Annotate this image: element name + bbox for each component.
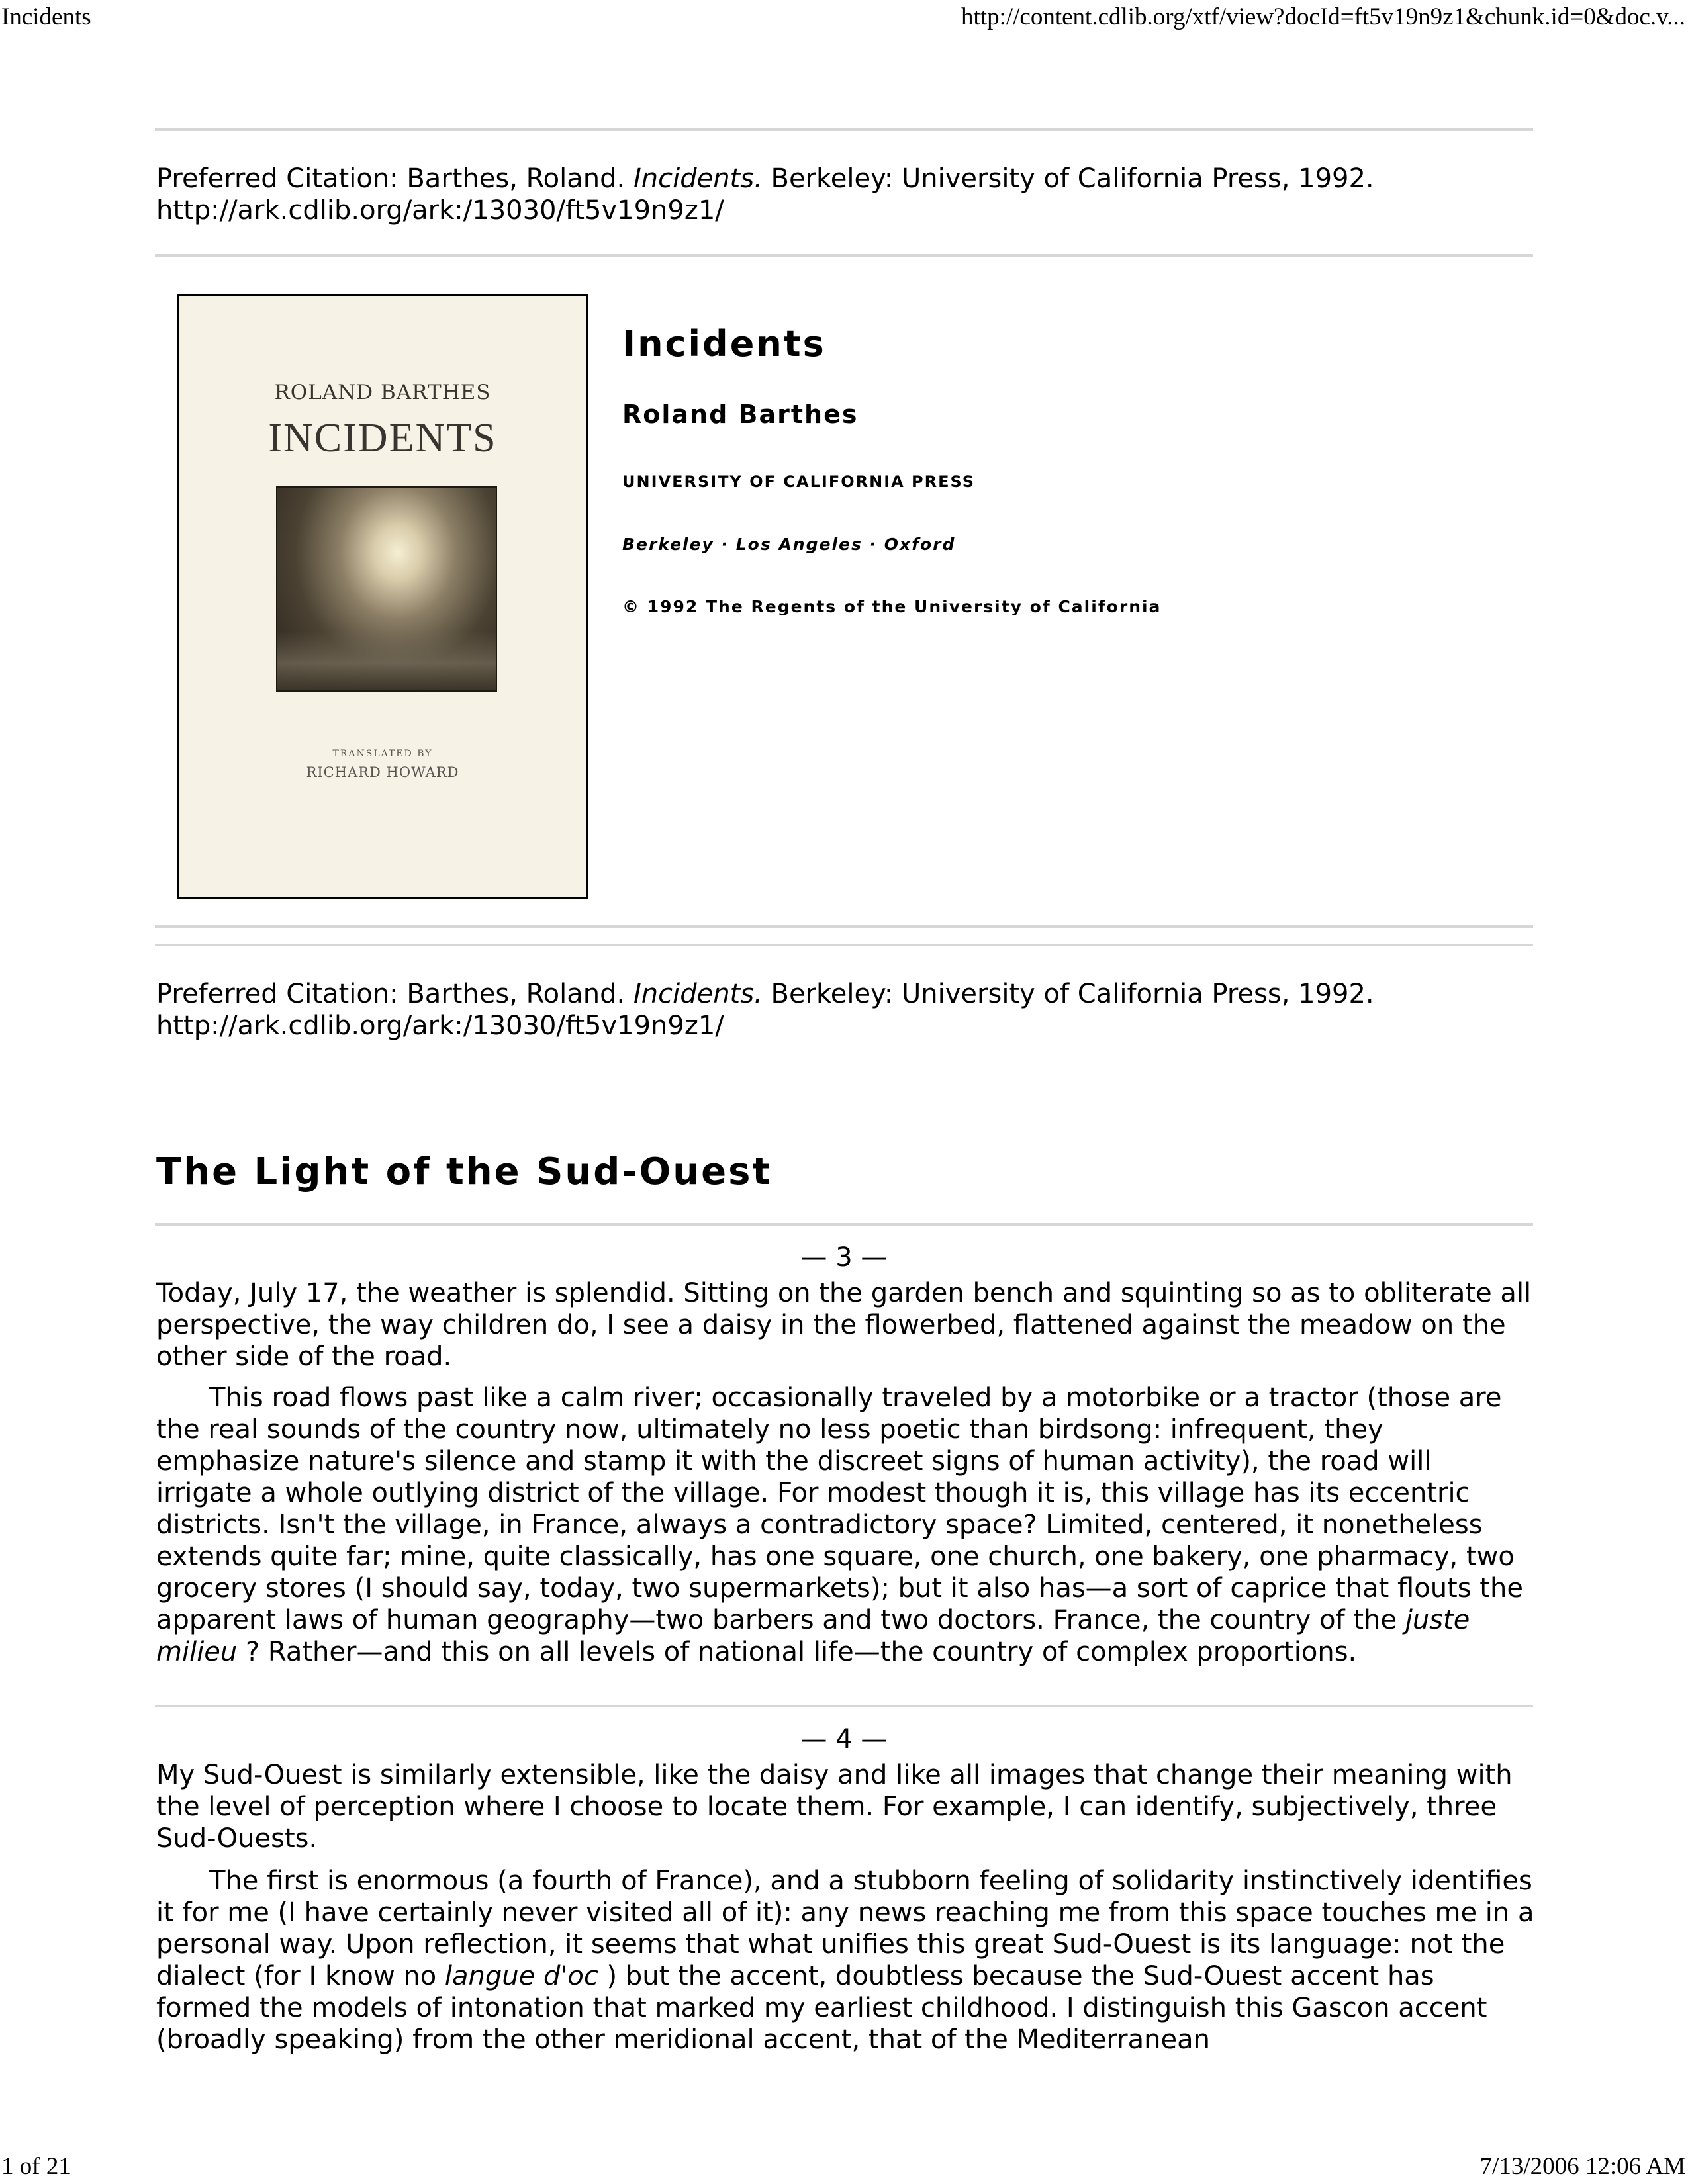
print-footer-datetime: 7/13/2006 12:06 AM xyxy=(1479,2153,1685,2180)
print-header-title: Incidents xyxy=(1,3,91,30)
print-header-url[interactable]: http://content.cdlib.org/xtf/view?docId=ft5v19n9z1&chunk.id=0&doc.v... xyxy=(961,3,1685,30)
paragraph-text: ? Rather—and this on all levels of national life—the country of complex proportions. xyxy=(237,1637,1357,1667)
citation-line xyxy=(156,163,1533,195)
cover-photo xyxy=(276,486,497,692)
citation-prefix: Preferred Citation: Barthes, Roland. xyxy=(156,979,633,1009)
citation-url-link[interactable]: http://ark.cdlib.org/ark:/13030/ft5v19n9z1/ xyxy=(156,195,724,226)
paragraph-text: This road flows past like a calm river; occasionally traveled by a motorbike or a tractor (those are the real sounds of the country now, ultimately no less poetic than birdsong: infrequent, they emphasize nature's silence and stamp it with the discreet signs of human activity), the road will irrigate a whole outlying district of the village. For modest though it is, this village has its eccentric districts. Isn't the village, in France, always a contradictory space? Limited, centered, it nonetheless extends quite far; mine, quite classically, has one square, one church, one bakery, one pharmacy, two grocery stores (I should say, today, two supermarkets); but it also has—a sort of caprice that flouts the apparent laws of human geography—two barbers and two doctors. France, the country of the xyxy=(156,1383,1523,1635)
book-places: Berkeley · Los Angeles · Oxford xyxy=(622,535,956,554)
citation-line xyxy=(156,978,1533,1010)
citation-bottom xyxy=(156,978,1533,1042)
cover-title: INCIDENTS xyxy=(268,416,497,461)
print-footer-page: 1 of 21 xyxy=(1,2153,71,2180)
paragraph-text: ) but the accent, doubtless because the Sud-Ouest accent has formed the models of intonation that marked my earliest childhood. I distinguish this Gascon accent (broadly speaking) from the other meridional accent, that of the Mediterranean xyxy=(156,1961,1487,2055)
cover-translator: RICHARD HOWARD xyxy=(306,764,459,780)
citation-book-title: Incidents. xyxy=(633,979,763,1009)
citation-book-title: Incidents. xyxy=(633,163,763,194)
chapter-title: The Light of the Sud-Ouest xyxy=(156,1150,773,1193)
page-marker-3: — 3 — xyxy=(800,1242,888,1273)
page-marker-4: — 4 — xyxy=(800,1724,888,1754)
book-title: Incidents xyxy=(622,323,826,365)
paragraph xyxy=(156,1865,1534,2056)
book-press: UNIVERSITY OF CALIFORNIA PRESS xyxy=(622,473,976,491)
citation-publisher: Berkeley: University of California Press, 1992. xyxy=(762,163,1374,194)
print-header xyxy=(0,3,1688,32)
book-copyright: © 1992 The Regents of the University of California xyxy=(622,597,1162,616)
paragraph: Today, July 17, the weather is splendid. Sitting on the garden bench and squinting so as to obliterate all perspective, the way children do, I see a daisy in the flowerbed, flattened against the meadow on the other side of the road. xyxy=(156,1278,1532,1372)
divider xyxy=(155,944,1533,946)
cover-photo-bed xyxy=(277,631,496,690)
paragraph: My Sud-Ouest is similarly extensible, like the daisy and like all images that change their meaning with the level of perception where I choose to locate them. For example, I can identify, subjectively, three Sud-Ouests. xyxy=(156,1760,1513,1854)
divider xyxy=(155,254,1533,257)
divider xyxy=(155,1705,1533,1707)
citation-top xyxy=(156,163,1533,226)
print-footer xyxy=(0,2152,1688,2181)
citation-prefix: Preferred Citation: Barthes, Roland. xyxy=(156,163,633,194)
divider xyxy=(155,1223,1533,1226)
book-author: Roland Barthes xyxy=(622,400,859,429)
paragraph-italic: juste milieu xyxy=(156,1605,1470,1667)
cover-author: ROLAND BARTHES xyxy=(274,381,491,404)
paragraph xyxy=(156,1382,1534,1668)
cover-translated-by: TRANSLATED BY xyxy=(332,749,433,759)
divider xyxy=(155,128,1533,131)
citation-publisher: Berkeley: University of California Press, 1992. xyxy=(762,979,1374,1009)
divider xyxy=(155,925,1533,928)
paragraph-italic: langue d'oc xyxy=(444,1961,598,1991)
book-cover-image xyxy=(177,294,588,899)
citation-url-link[interactable]: http://ark.cdlib.org/ark:/13030/ft5v19n9z1/ xyxy=(156,1011,724,1041)
paragraph-text: The first is enormous (a fourth of France), and a stubborn feeling of solidarity instinctively identifies it for me (I have certainly never visited all of it): any news reaching me from this space touches me in a personal way. Upon reflection, it seems that what unifies this great Sud-Ouest is its language: not the dialect (for I know no xyxy=(156,1866,1534,1991)
